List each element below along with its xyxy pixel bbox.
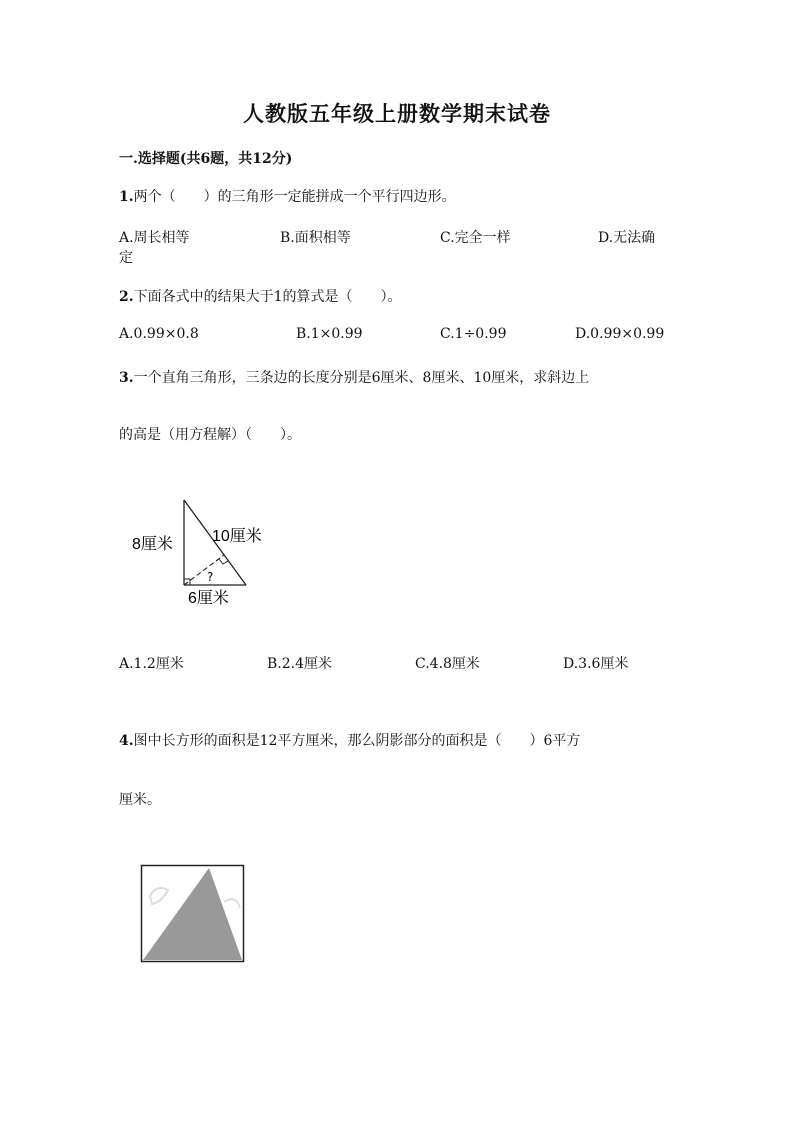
q1-option-b[interactable]: B.面积相等 bbox=[280, 230, 351, 246]
question-3 bbox=[119, 367, 589, 387]
rectangle-shaded-triangle-figure bbox=[140, 864, 246, 964]
q3-option-a[interactable]: A.1.2厘米 bbox=[119, 656, 184, 672]
q3-option-c[interactable]: C.4.8厘米 bbox=[415, 656, 480, 672]
question-3-line2: 的高是（用方程解）（ ）。 bbox=[119, 427, 301, 443]
question-number: 4. bbox=[119, 733, 134, 749]
q1-option-d[interactable]: D.无法确 bbox=[598, 230, 656, 246]
q1-option-d-wrap: 定 bbox=[119, 250, 133, 266]
question-number: 2. bbox=[119, 289, 134, 305]
q3-option-d[interactable]: D.3.6厘米 bbox=[563, 656, 629, 672]
label-left-side: 8厘米 bbox=[132, 536, 173, 553]
question-1 bbox=[119, 186, 456, 206]
q3-option-b[interactable]: B.2.4厘米 bbox=[267, 656, 333, 672]
question-text: 下面各式中的结果大于1的算式是（ ）。 bbox=[133, 289, 402, 305]
question-4 bbox=[119, 730, 580, 750]
q1-option-c[interactable]: C.完全一样 bbox=[440, 230, 511, 246]
question-2 bbox=[119, 286, 402, 306]
question-text-line1: 一个直角三角形，三条边的长度分别是6厘米、8厘米、10厘米，求斜边上 bbox=[133, 370, 590, 386]
question-number: 3. bbox=[119, 370, 134, 386]
label-hypotenuse: 10厘米 bbox=[212, 528, 262, 545]
q2-option-a[interactable]: A.0.99×0.8 bbox=[119, 326, 199, 342]
label-unknown-height: ? bbox=[207, 570, 214, 584]
height-right-angle-mark bbox=[219, 559, 228, 564]
question-4-line2: 厘米。 bbox=[119, 792, 161, 808]
q1-option-a[interactable]: A.周长相等 bbox=[119, 230, 190, 246]
q2-option-c[interactable]: C.1÷0.99 bbox=[440, 326, 507, 342]
q2-option-b[interactable]: B.1×0.99 bbox=[296, 326, 363, 342]
section-heading: 一.选择题(共6题，共12分) bbox=[119, 151, 293, 167]
label-bottom-side: 6厘米 bbox=[188, 590, 229, 607]
question-number: 1. bbox=[119, 189, 134, 205]
q2-option-d[interactable]: D.0.99×0.99 bbox=[575, 326, 665, 342]
question-text: 两个（ ）的三角形一定能拼成一个平行四边形。 bbox=[133, 189, 456, 205]
question-text-line1: 图中长方形的面积是12平方厘米，那么阴影部分的面积是（ ）6平方 bbox=[133, 733, 581, 749]
page-title: 人教版五年级上册数学期末试卷 bbox=[243, 101, 551, 126]
right-triangle-figure bbox=[120, 490, 290, 620]
